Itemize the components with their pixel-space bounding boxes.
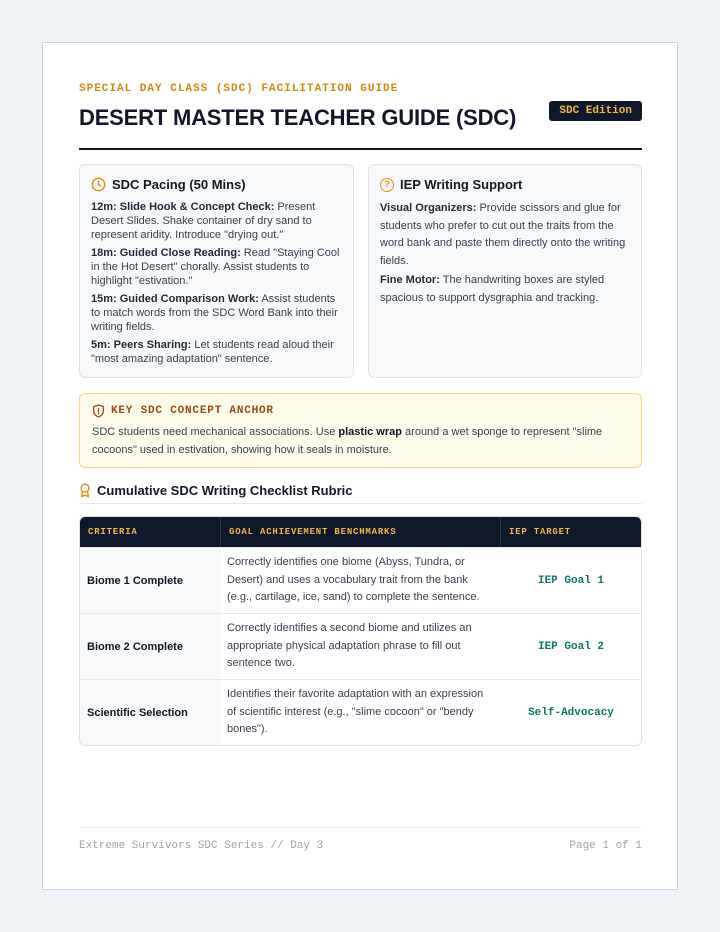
column-header-benchmarks: GOAL ACHIEVEMENT BENCHMARKS (221, 517, 501, 547)
column-header-iep-target: IEP TARGET (501, 517, 641, 547)
series-label: Extreme Survivors SDC Series // Day 3 (79, 840, 324, 852)
iep-item (380, 272, 630, 307)
anchor-label: KEY SDC CONCEPT ANCHOR (111, 405, 274, 417)
iep-item (380, 200, 630, 270)
pacing-item (91, 246, 342, 288)
iep-item-text: The handwriting boxes are styled spacious to support dysgraphia and tracking. (380, 274, 605, 304)
iep-item-label: Visual Organizers: (380, 202, 477, 214)
anchor-text-end: around a wet sponge to represent "slime cocoons" used in estivation, showing how it seals in moisture. (92, 426, 603, 456)
iep-card-header (380, 177, 630, 192)
edition-badge: SDC Edition (549, 101, 642, 121)
title-divider (79, 148, 642, 150)
shield-icon (92, 404, 105, 418)
benchmark-cell: Identifies their favorite adaptation with an expression of scientific interest (e.g., "slime cocoon" or "bendy bones"). (221, 679, 501, 745)
pacing-card-title: SDC Pacing (50 Mins) (112, 177, 246, 192)
pacing-item-text: Let students read aloud their "most amazing adaptation" sentence. (91, 339, 334, 365)
pacing-item (91, 292, 342, 334)
pacing-card (79, 164, 354, 378)
rubric-title: Cumulative SDC Writing Checklist Rubric (97, 483, 353, 498)
benchmark-cell: Correctly identifies one biome (Abyss, Tundra, or Desert) and uses a vocabulary trait from the bank (e.g., cartilage, ice, sand) to complete the sentence. (221, 547, 501, 613)
award-icon (79, 483, 91, 498)
pacing-item-label: 5m: Peers Sharing: (91, 339, 192, 351)
benchmark-cell: Correctly identifies a second biome and utilizes an appropriate physical adaptation phrase to fill out sentence two. (221, 613, 501, 679)
iep-item-text: Provide scissors and glue for students who prefer to cut out the traits from the word bank and paste them directly onto the writing fields. (380, 202, 626, 267)
criteria-cell: Scientific Selection (80, 679, 221, 745)
pacing-item-label: 12m: Slide Hook & Concept Check: (91, 201, 275, 213)
page-title: DESERT MASTER TEACHER GUIDE (SDC) (79, 105, 517, 130)
iep-target-cell: IEP Goal 1 (501, 547, 641, 613)
clock-icon (91, 177, 106, 192)
pacing-item-text: Assist students to match words from the SDC Word Bank into their writing fields. (91, 293, 338, 333)
pacing-item (91, 200, 342, 242)
info-cards (79, 164, 642, 378)
page-footer (79, 827, 642, 852)
criteria-cell: Biome 1 Complete (80, 547, 221, 613)
anchor-text (92, 424, 629, 459)
page-number: Page 1 of 1 (569, 840, 642, 852)
iep-item-label: Fine Motor: (380, 274, 440, 286)
pacing-item-label: 18m: Guided Close Reading: (91, 247, 241, 259)
guide-page (42, 42, 678, 890)
rubric-heading (79, 483, 642, 504)
iep-target-cell: Self-Advocacy (501, 679, 641, 745)
pacing-item-text: Read "Staying Cool in the Hot Desert" chorally. Assist students to highlight "estivation." (91, 247, 340, 287)
question-circle-icon: ? (380, 178, 394, 192)
page-content (79, 83, 642, 746)
anchor-header (92, 404, 629, 418)
table-row (80, 679, 641, 745)
pacing-item-label: 15m: Guided Comparison Work: (91, 293, 259, 305)
eyebrow-label: SPECIAL DAY CLASS (SDC) FACILITATION GUIDE (79, 83, 399, 95)
title-row (79, 101, 642, 135)
anchor-text-start: SDC students need mechanical associations. Use (92, 426, 339, 438)
criteria-cell: Biome 2 Complete (80, 613, 221, 679)
iep-card-title: IEP Writing Support (400, 177, 523, 192)
rubric-header-row (80, 517, 641, 547)
anchor-text-emphasis: plastic wrap (338, 426, 402, 438)
concept-anchor-callout (79, 393, 642, 468)
table-row (80, 613, 641, 679)
pacing-item (91, 338, 342, 366)
rubric-table (79, 516, 642, 746)
table-row (80, 547, 641, 613)
iep-target-cell: IEP Goal 2 (501, 613, 641, 679)
column-header-criteria: CRITERIA (80, 517, 221, 547)
pacing-item-text: Present Desert Slides. Shake container of dry sand to represent aridity. Introduce "drying out." (91, 201, 316, 241)
pacing-card-header (91, 177, 342, 192)
iep-support-card (368, 164, 642, 378)
